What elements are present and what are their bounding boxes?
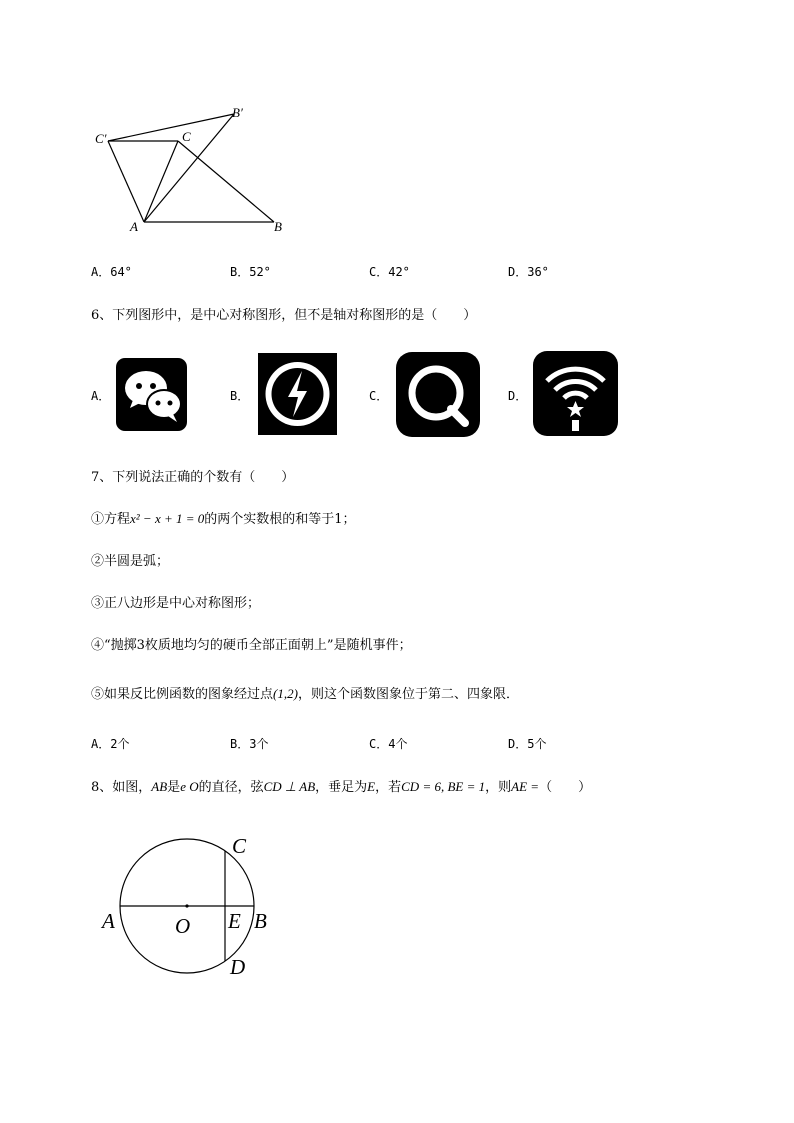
label-c-prime: C′ [95, 131, 107, 146]
q7-statement-2: ②半圆是弧； [91, 554, 170, 569]
q6-option-b-label[interactable]: B． [230, 389, 250, 403]
label-e: E [228, 909, 241, 933]
q7-statement-5: ⑤如果反比例函数的图象经过点(1,2)，则这个函数图象位于第二、四象限． [91, 686, 519, 702]
q5-option-a[interactable]: A．64° [91, 265, 132, 279]
q7-point: (1,2) [273, 686, 298, 701]
q7-option-c[interactable]: C．4个 [369, 737, 408, 751]
label-b: B [254, 909, 267, 933]
q8-stem: 8、如图，AB是e O的直径，弦CD ⊥ AB，垂足为E，若CD = 6, BE = 1，则AE =（ ） [91, 779, 592, 795]
q6-stem: 6、下列图形中，是中心对称图形，但不是轴对称图形的是（ ） [91, 308, 477, 323]
label-a: A [102, 909, 115, 933]
q7-stem: 7、下列说法正确的个数有（ ） [91, 470, 295, 485]
label-d: D [230, 955, 246, 979]
q7-statement-3: ③正八边形是中心对称图形； [91, 596, 261, 611]
q5-option-c[interactable]: C．42° [369, 265, 410, 279]
q5-triangle-figure [88, 100, 298, 240]
label-b-prime: B′ [232, 105, 243, 120]
label-o: O [175, 914, 191, 938]
q7-statement-1: ①方程x² − x + 1 = 0的两个实数根的和等于1； [91, 511, 356, 527]
q7-option-a[interactable]: A．2个 [91, 737, 130, 751]
q6-option-a-label[interactable]: A． [91, 389, 111, 403]
q7-equation: x² − x + 1 = 0 [130, 511, 205, 526]
q6-option-d-label[interactable]: D． [508, 389, 528, 403]
q5-option-b[interactable]: B．52° [230, 265, 271, 279]
label-a: A [130, 219, 138, 234]
q8-circle-figure [96, 830, 286, 980]
q5-option-d[interactable]: D．36° [508, 265, 549, 279]
label-b: B [274, 219, 282, 234]
lightning-badge-icon[interactable] [258, 353, 337, 435]
q7-option-d[interactable]: D．5个 [508, 737, 547, 751]
q7-option-b[interactable]: B．3个 [230, 737, 269, 751]
wifi-star-icon[interactable] [533, 351, 618, 436]
label-c: C [232, 834, 247, 858]
wechat-icon[interactable] [116, 358, 187, 431]
q7-statement-4: ④“抛掷3枚质地均匀的硬币全部正面朝上”是随机事件； [91, 638, 412, 653]
q6-option-c-label[interactable]: C． [369, 389, 389, 403]
q-magnifier-icon[interactable] [396, 352, 480, 437]
label-c: C [182, 129, 191, 144]
